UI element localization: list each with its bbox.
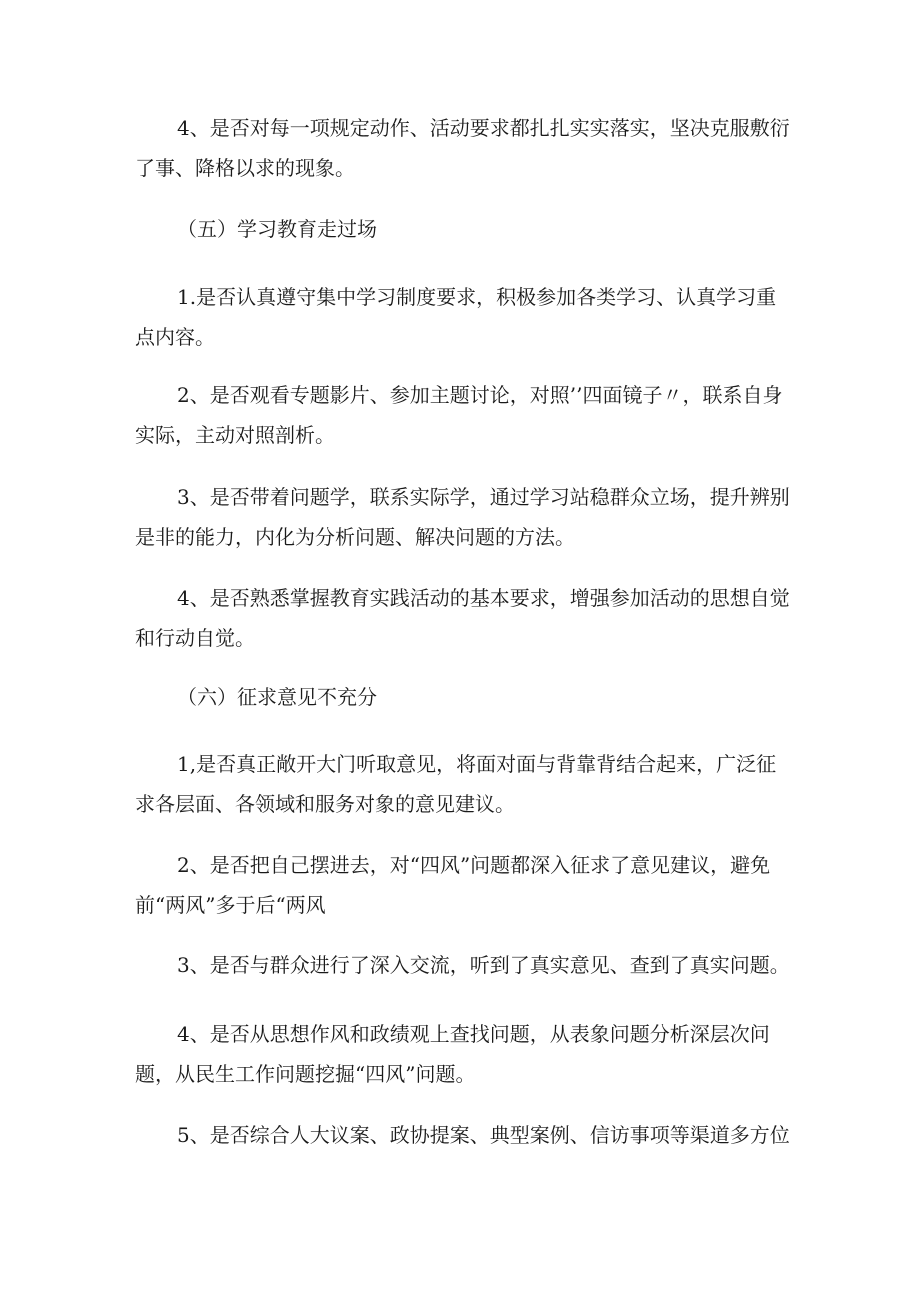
paragraph-item-4-implementation: 4、是否对每一项规定动作、活动要求都扎扎实实落实，坚决克服敷衍了事、降格以求的现象。 (135, 116, 790, 180)
paragraph-item-1-study-rules: 1.是否认真遵守集中学习制度要求，积极参加各类学习、认真学习重点内容。 (135, 285, 777, 349)
paragraph-item-3-communication: 3、是否与群众进行了深入交流，听到了真实意见、查到了真实问题。 (177, 953, 790, 977)
paragraph-item-4-basic-requirements: 4、是否熟悉掌握教育实践活动的基本要求，增强参加活动的思想自觉和行动自觉。 (135, 586, 790, 650)
paragraph-item-4-style-analysis: 4、是否从思想作风和政绩观上查找问题，从表象问题分析深层次问题，从民生工作问题挖掘“四风”问题。 (135, 1022, 770, 1086)
paragraph-item-5-multichannel: 5、是否综合人大议案、政协提案、典型案例、信访事项等渠道多方位 (177, 1123, 790, 1147)
paragraph-item-2-film-discussion: 2、是否观看专题影片、参加主题讨论，对照’’四面镜子〃，联系自身实际，主动对照剖析。 (135, 383, 783, 447)
paragraph-item-1-open-door: 1,是否真正敞开大门听取意见，将面对面与背靠背结合起来，广泛征求各层面、各领域和服务对象的意见建议。 (135, 752, 777, 816)
section-heading-6: （六）征求意见不充分 (177, 685, 377, 709)
section-heading-5: （五）学习教育走过场 (177, 217, 377, 241)
paragraph-item-3-problem-study: 3、是否带着问题学，联系实际学，通过学习站稳群众立场，提升辨别是非的能力，内化为分析问题、解决问题的方法。 (135, 485, 790, 549)
paragraph-item-2-four-winds: 2、是否把自己摆进去，对“四风”问题都深入征求了意见建议，避免前“两风”多于后“两风 (135, 853, 771, 917)
